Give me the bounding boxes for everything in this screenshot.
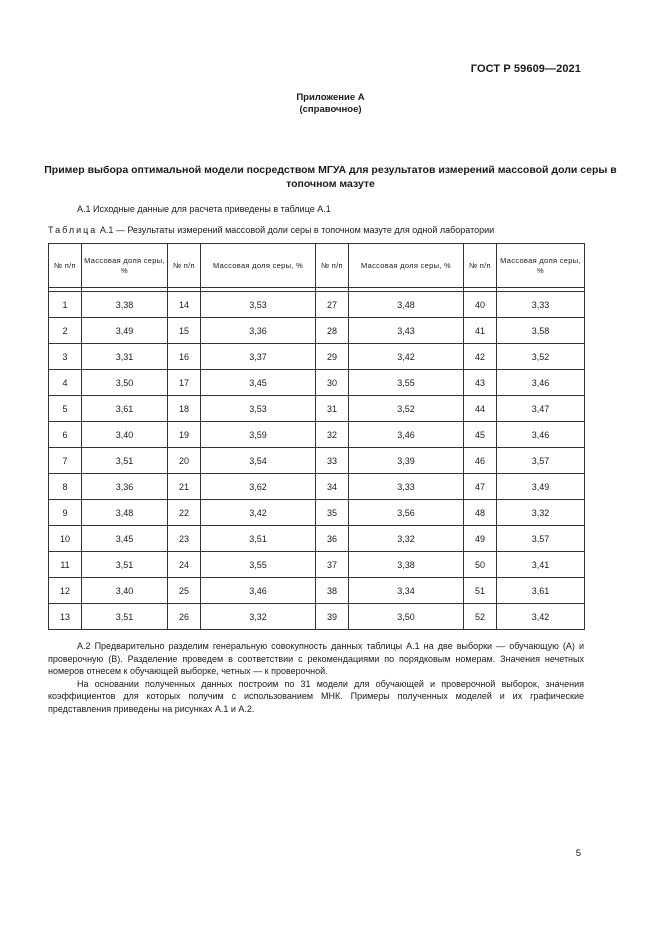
sulfur-value-cell: 3,36 bbox=[201, 318, 316, 344]
sulfur-value-cell: 3,32 bbox=[497, 500, 585, 526]
table-row bbox=[49, 448, 585, 474]
row-number-cell: 22 bbox=[168, 500, 201, 526]
sulfur-value-cell: 3,45 bbox=[82, 526, 168, 552]
row-number-cell: 29 bbox=[316, 344, 349, 370]
sulfur-value-cell: 3,40 bbox=[82, 578, 168, 604]
row-number-cell: 8 bbox=[49, 474, 82, 500]
section-title: Пример выбора оптимальной модели посредством МГУА для результатов измерений массовой доли серы в топочном мазуте bbox=[44, 164, 617, 190]
row-number-cell: 23 bbox=[168, 526, 201, 552]
sulfur-value-cell: 3,38 bbox=[349, 552, 464, 578]
sulfur-value-cell: 3,62 bbox=[201, 474, 316, 500]
table-row bbox=[49, 604, 585, 630]
header-value: Массовая доля серы, % bbox=[201, 244, 316, 288]
paragraph-a2: А.2 Предварительно разделим генеральную совокупность данных таблицы А.1 на две выборки — обучающую (А) и проверочную (В). Разделение проведем в соответствии с рекомендациями по порядковым номерам. Значения нечетных номеров отнесем к обучающей выборке, четных — к проверочной. bbox=[48, 641, 584, 677]
header-num: № п/п bbox=[316, 244, 349, 288]
row-number-cell: 18 bbox=[168, 396, 201, 422]
row-number-cell: 1 bbox=[49, 292, 82, 318]
sulfur-value-cell: 3,51 bbox=[82, 552, 168, 578]
sulfur-value-cell: 3,59 bbox=[201, 422, 316, 448]
header-value: Массовая доля серы, % bbox=[82, 244, 168, 288]
annex-title: Приложение А bbox=[296, 92, 365, 103]
sulfur-value-cell: 3,53 bbox=[201, 396, 316, 422]
row-number-cell: 19 bbox=[168, 422, 201, 448]
sulfur-value-cell: 3,61 bbox=[82, 396, 168, 422]
paragraph-a1: А.1 Исходные данные для расчета приведены в таблице А.1 bbox=[77, 204, 331, 214]
body-text bbox=[48, 640, 584, 716]
table-caption bbox=[48, 225, 494, 235]
standard-code: ГОСТ Р 59609—2021 bbox=[470, 63, 581, 75]
row-number-cell: 25 bbox=[168, 578, 201, 604]
sulfur-value-cell: 3,32 bbox=[349, 526, 464, 552]
header-num: № п/п bbox=[464, 244, 497, 288]
sulfur-value-cell: 3,52 bbox=[497, 344, 585, 370]
row-number-cell: 33 bbox=[316, 448, 349, 474]
row-number-cell: 32 bbox=[316, 422, 349, 448]
table-row bbox=[49, 292, 585, 318]
table-row bbox=[49, 370, 585, 396]
sulfur-value-cell: 3,42 bbox=[201, 500, 316, 526]
table-row bbox=[49, 474, 585, 500]
table-row bbox=[49, 552, 585, 578]
row-number-cell: 15 bbox=[168, 318, 201, 344]
sulfur-value-cell: 3,46 bbox=[497, 422, 585, 448]
sulfur-value-cell: 3,50 bbox=[82, 370, 168, 396]
row-number-cell: 24 bbox=[168, 552, 201, 578]
sulfur-value-cell: 3,57 bbox=[497, 448, 585, 474]
sulfur-value-cell: 3,46 bbox=[201, 578, 316, 604]
table-row bbox=[49, 526, 585, 552]
sulfur-value-cell: 3,38 bbox=[82, 292, 168, 318]
header-num: № п/п bbox=[168, 244, 201, 288]
header-value: Массовая доля серы, % bbox=[497, 244, 585, 288]
row-number-cell: 52 bbox=[464, 604, 497, 630]
sulfur-value-cell: 3,51 bbox=[201, 526, 316, 552]
sulfur-value-cell: 3,31 bbox=[82, 344, 168, 370]
row-number-cell: 28 bbox=[316, 318, 349, 344]
row-number-cell: 12 bbox=[49, 578, 82, 604]
sulfur-value-cell: 3,53 bbox=[201, 292, 316, 318]
sulfur-value-cell: 3,45 bbox=[201, 370, 316, 396]
row-number-cell: 14 bbox=[168, 292, 201, 318]
sulfur-value-cell: 3,42 bbox=[497, 604, 585, 630]
row-number-cell: 4 bbox=[49, 370, 82, 396]
sulfur-value-cell: 3,48 bbox=[82, 500, 168, 526]
row-number-cell: 9 bbox=[49, 500, 82, 526]
row-number-cell: 50 bbox=[464, 552, 497, 578]
sulfur-value-cell: 3,55 bbox=[349, 370, 464, 396]
sulfur-value-cell: 3,49 bbox=[497, 474, 585, 500]
sulfur-value-cell: 3,54 bbox=[201, 448, 316, 474]
row-number-cell: 20 bbox=[168, 448, 201, 474]
table-row bbox=[49, 396, 585, 422]
sulfur-value-cell: 3,61 bbox=[497, 578, 585, 604]
row-number-cell: 48 bbox=[464, 500, 497, 526]
row-number-cell: 2 bbox=[49, 318, 82, 344]
row-number-cell: 45 bbox=[464, 422, 497, 448]
sulfur-value-cell: 3,52 bbox=[349, 396, 464, 422]
sulfur-value-cell: 3,47 bbox=[497, 396, 585, 422]
row-number-cell: 40 bbox=[464, 292, 497, 318]
sulfur-results-table bbox=[48, 243, 585, 630]
row-number-cell: 42 bbox=[464, 344, 497, 370]
row-number-cell: 21 bbox=[168, 474, 201, 500]
row-number-cell: 43 bbox=[464, 370, 497, 396]
table-row bbox=[49, 344, 585, 370]
row-number-cell: 37 bbox=[316, 552, 349, 578]
row-number-cell: 27 bbox=[316, 292, 349, 318]
row-number-cell: 26 bbox=[168, 604, 201, 630]
annex-subtitle: (справочное) bbox=[299, 104, 362, 115]
sulfur-value-cell: 3,46 bbox=[349, 422, 464, 448]
sulfur-value-cell: 3,42 bbox=[349, 344, 464, 370]
sulfur-value-cell: 3,48 bbox=[349, 292, 464, 318]
row-number-cell: 10 bbox=[49, 526, 82, 552]
row-number-cell: 38 bbox=[316, 578, 349, 604]
sulfur-value-cell: 3,51 bbox=[82, 604, 168, 630]
sulfur-value-cell: 3,50 bbox=[349, 604, 464, 630]
header-value: Массовая доля серы, % bbox=[349, 244, 464, 288]
row-number-cell: 49 bbox=[464, 526, 497, 552]
row-number-cell: 35 bbox=[316, 500, 349, 526]
sulfur-value-cell: 3,33 bbox=[497, 292, 585, 318]
sulfur-value-cell: 3,41 bbox=[497, 552, 585, 578]
sulfur-value-cell: 3,43 bbox=[349, 318, 464, 344]
sulfur-value-cell: 3,39 bbox=[349, 448, 464, 474]
row-number-cell: 31 bbox=[316, 396, 349, 422]
sulfur-value-cell: 3,51 bbox=[82, 448, 168, 474]
sulfur-value-cell: 3,49 bbox=[82, 318, 168, 344]
table-caption-text: А.1 — Результаты измерений массовой доли серы в топочном мазуте для одной лаборатории bbox=[99, 225, 495, 235]
sulfur-value-cell: 3,32 bbox=[201, 604, 316, 630]
sulfur-value-cell: 3,56 bbox=[349, 500, 464, 526]
row-number-cell: 47 bbox=[464, 474, 497, 500]
sulfur-value-cell: 3,37 bbox=[201, 344, 316, 370]
sulfur-value-cell: 3,57 bbox=[497, 526, 585, 552]
row-number-cell: 34 bbox=[316, 474, 349, 500]
row-number-cell: 46 bbox=[464, 448, 497, 474]
sulfur-value-cell: 3,36 bbox=[82, 474, 168, 500]
row-number-cell: 13 bbox=[49, 604, 82, 630]
sulfur-value-cell: 3,40 bbox=[82, 422, 168, 448]
row-number-cell: 3 bbox=[49, 344, 82, 370]
row-number-cell: 17 bbox=[168, 370, 201, 396]
sulfur-value-cell: 3,33 bbox=[349, 474, 464, 500]
page-number: 5 bbox=[575, 848, 581, 859]
table-row bbox=[49, 422, 585, 448]
row-number-cell: 11 bbox=[49, 552, 82, 578]
row-number-cell: 6 bbox=[49, 422, 82, 448]
sulfur-value-cell: 3,34 bbox=[349, 578, 464, 604]
row-number-cell: 36 bbox=[316, 526, 349, 552]
paragraph-a3: На основании полученных данных построим по 31 модели для обучающей и проверочной выборок, значения коэффициентов для которых получим с использованием МНК. Примеры полученных моделей и их графические представления приведены на рисунках А.1 и А.2. bbox=[48, 678, 584, 714]
row-number-cell: 44 bbox=[464, 396, 497, 422]
sulfur-value-cell: 3,46 bbox=[497, 370, 585, 396]
row-number-cell: 5 bbox=[49, 396, 82, 422]
header-num: № п/п bbox=[49, 244, 82, 288]
sulfur-value-cell: 3,58 bbox=[497, 318, 585, 344]
sulfur-value-cell: 3,55 bbox=[201, 552, 316, 578]
table-caption-prefix: Таблица bbox=[48, 225, 98, 235]
row-number-cell: 41 bbox=[464, 318, 497, 344]
row-number-cell: 16 bbox=[168, 344, 201, 370]
row-number-cell: 7 bbox=[49, 448, 82, 474]
row-number-cell: 51 bbox=[464, 578, 497, 604]
table-row bbox=[49, 578, 585, 604]
table-row bbox=[49, 500, 585, 526]
row-number-cell: 39 bbox=[316, 604, 349, 630]
table-row bbox=[49, 318, 585, 344]
row-number-cell: 30 bbox=[316, 370, 349, 396]
